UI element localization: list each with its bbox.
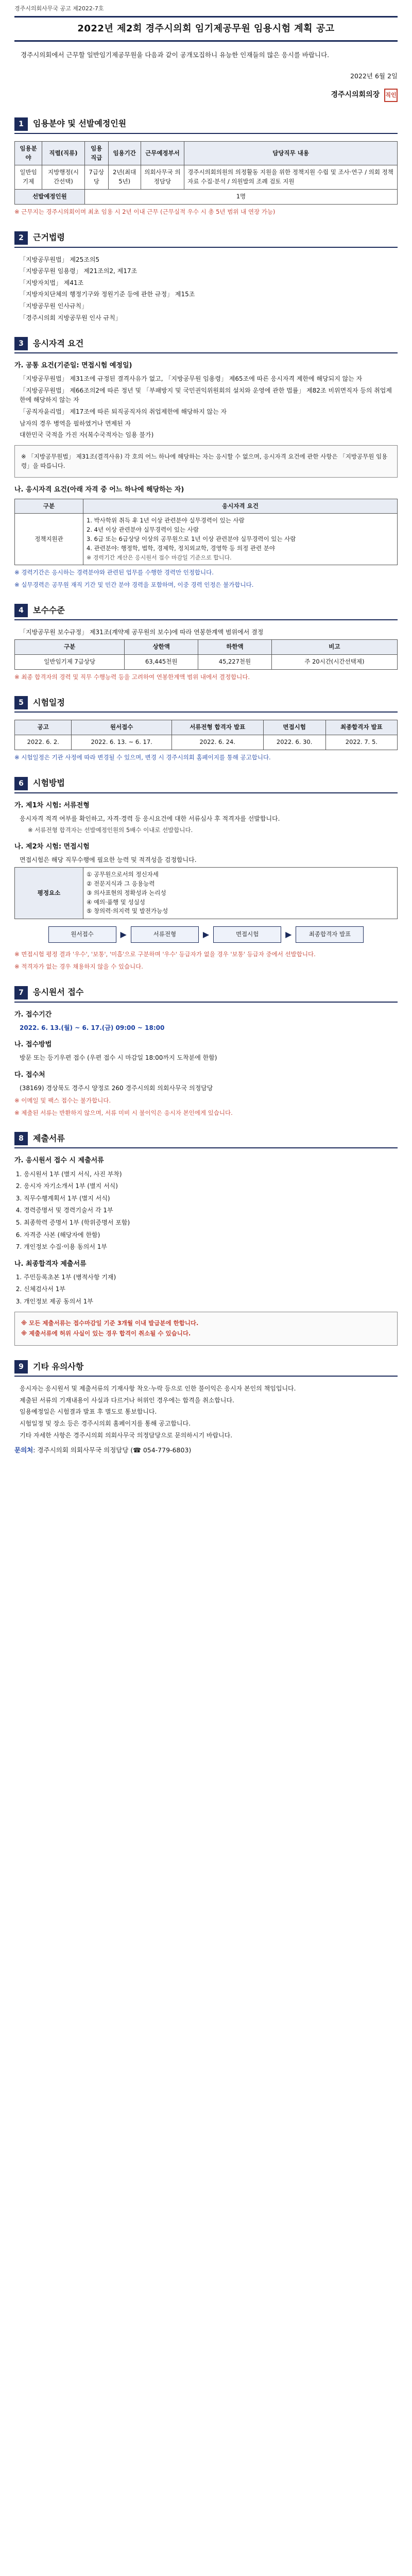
cell: 2022. 6. 13. ~ 6. 17.: [72, 735, 171, 750]
row-label: 정책지원관: [15, 514, 83, 565]
section-note: ※ 최종 합격자의 경력 및 직무 수행능력 등을 고려하여 연봉한계액 범위 내에서 결정합니다.: [14, 673, 250, 681]
caution-item: 응시자는 응시원서 및 제출서류의 기재사항 착오·누락 등으로 인한 불이익은 응시자 본인의 책임입니다.: [20, 1385, 296, 1393]
section-6-header: [14, 777, 398, 793]
first-exam-head: 가. 제1차 시험: 서류전형: [14, 801, 90, 809]
list-item: 1. 응시원서 1부 (별지 서식, 사진 부착): [24, 1170, 398, 1179]
cell: 일반임기제 7급상당: [15, 654, 125, 669]
list-item: 4. 경력증명서 및 경력기술서 각 1부: [24, 1206, 398, 1215]
section-number: 7: [14, 986, 28, 999]
schedule-table: [14, 720, 398, 750]
org-name: 경주시의회의장: [331, 90, 380, 99]
section-8-header: [14, 1132, 398, 1148]
second-exam-desc: 면접시험은 해당 직무수행에 필요한 능력 및 적격성을 검정합니다.: [20, 856, 197, 864]
list-item: 2. 신체검사서 1부: [24, 1284, 398, 1294]
cell-field: 일반임기제: [15, 165, 42, 190]
first-exam-note: ※ 서류전형 합격자는 선발예정인원의 5배수 이내로 선발합니다.: [28, 826, 193, 834]
criteria-item: ④ 예의·품행 및 성실성: [87, 898, 145, 906]
criteria-item: ③ 의사표현의 정확성과 논리성: [87, 889, 166, 896]
requirement-note: ※ 경력기간 계산은 응시원서 접수 마감일 기준으로 합니다.: [87, 554, 232, 561]
section-3-header: [14, 337, 398, 353]
cell: 2022. 6. 30.: [263, 735, 325, 750]
col-header: 담당직무 내용: [184, 141, 398, 165]
law-item: 「지방자치단체의 행정기구와 정원기준 등에 관한 규정」 제15조: [20, 291, 195, 298]
section-note: ※ 적격자가 없는 경우 채용하지 않을 수 있습니다.: [14, 962, 143, 970]
flow-step: 서류전형: [131, 926, 199, 943]
recruitment-table: [14, 141, 398, 205]
method-value: 방문 또는 등기우편 접수 (우편 접수 시 마감일 18:00까지 도착분에 한함): [20, 1054, 217, 1062]
law-item: 「지방자치법」 제41조: [20, 279, 84, 286]
col-header: 공고: [15, 720, 72, 735]
law-item: 「지방공무원 임용령」 제21조의2, 제17조: [20, 267, 138, 275]
table-row: [15, 165, 398, 190]
requirement-line: 2. 4년 이상 관련분야 실무경력이 있는 사람: [87, 526, 199, 534]
intro-text: 경주시의회에서 근무할 일반임기제공무원을 다음과 같이 공개모집하니 유능한 인재들의 많은 응시를 바랍니다.: [21, 50, 330, 59]
col-header: 상한액: [125, 639, 198, 654]
requirements-table: [14, 499, 398, 565]
section-note: ※ 경력기간은 응시하는 경력분야와 관련된 업무를 수행한 경력만 인정합니다.: [14, 568, 214, 576]
criteria-cell: [83, 868, 398, 919]
list-item: 2. 응시자 자기소개서 1부 (별지 서식): [24, 1181, 398, 1191]
section-4-header: [14, 604, 398, 620]
col-header: 원서접수: [72, 720, 171, 735]
criteria-item: ① 공무원으로서의 정신자세: [87, 871, 159, 878]
list-item: 5. 최종학력 증명서 1부 (학위증명서 포함): [24, 1218, 398, 1228]
col-header: 구분: [15, 639, 125, 654]
official-seal-icon: 직인: [384, 89, 398, 102]
section-number: 9: [14, 1360, 28, 1374]
col-header: 하한액: [198, 639, 272, 654]
section-note: ※ 면접시험 평정 결과 '우수', '보통', '미흡'으로 구분하며 '우수' 등급자가 없을 경우 '보통' 등급자 중에서 선발합니다.: [14, 950, 316, 958]
first-exam-desc: 응시자격 적격 여부를 확인하고, 자격·경력 등 응시요건에 대한 서류심사 후 적격자를 선발합니다.: [20, 815, 280, 822]
col-header: 응시자격 요건: [83, 499, 398, 514]
table-header-row: [15, 720, 398, 735]
caution-item: 기타 자세한 사항은 경주시의회 의회사무국 의정담당으로 문의하시기 바랍니다.: [20, 1431, 233, 1439]
section-title: 임용분야 및 선발예정인원: [33, 118, 127, 129]
cell: 2022. 6. 2.: [15, 735, 72, 750]
salary-desc: 「지방공무원 보수규정」 제31조(계약제 공무원의 보수)에 따라 연봉한계액 범위에서 결정: [20, 629, 264, 636]
flow-step: 원서접수: [48, 926, 116, 943]
law-item: 「지방공무원 인사규칙」: [20, 302, 88, 310]
section-title: 응시원서 접수: [33, 987, 84, 997]
list-item: 1. 주민등록초본 1부 (병적사항 기재): [24, 1273, 398, 1282]
criteria-item: ② 전문지식과 그 응용능력: [87, 879, 155, 887]
criteria-label: 평정요소: [15, 868, 83, 919]
cell: 45,227천원: [198, 654, 272, 669]
arrow-right-icon: ▶: [202, 929, 210, 939]
second-exam-head: 나. 제2차 시험: 면접시험: [14, 843, 90, 851]
caution-item: 제출된 서류의 기재내용이 사실과 다르거나 허위인 경우에는 합격을 취소합니다.: [20, 1396, 234, 1404]
col-header: 비고: [271, 639, 397, 654]
cell-period: 2년(최대5년): [108, 165, 141, 190]
list-item: 3. 개인정보 제공 동의서 1부: [24, 1297, 398, 1307]
section-number: 2: [14, 231, 28, 245]
apply-docs-head: 가. 응시원서 접수 시 제출서류: [14, 1157, 104, 1165]
table-header-row: [15, 499, 398, 514]
docs-note: ※ 모든 제출서류는 접수마감일 기준 3개월 이내 발급분에 한합니다.: [21, 1319, 199, 1327]
col-header: 근무예정부서: [141, 141, 184, 165]
requirement-item: 남자의 경우 병역을 필하였거나 면제된 자: [20, 419, 131, 427]
table-row: [15, 514, 398, 565]
col-header: 서류전형 합격자 발표: [171, 720, 263, 735]
section-title: 근거법령: [33, 232, 65, 243]
section-title: 제출서류: [33, 1133, 65, 1143]
requirements-cell: [83, 514, 398, 565]
caution-item: 임용예정일은 시험결과 발표 후 별도로 통보합니다.: [20, 1408, 157, 1416]
period-head: 가. 접수기간: [14, 1010, 52, 1019]
table-header-row: [15, 639, 398, 654]
requirement-item: 「지방공무원법」 제66조의2에 따른 정년 및 「부패방지 및 국민권익위원회의 설치와 운영에 관한 법률」 제82조 비위면직자 등의 취업제한에 해당하지 않는 자: [20, 386, 392, 404]
document-title: 2022년 제2회 경주시의회 임기제공무원 임용시험 계획 공고: [14, 16, 398, 42]
col-header: 최종합격자 발표: [325, 720, 397, 735]
list-item: 6. 자격증 사본 (해당자에 한함): [24, 1230, 398, 1240]
section-number: 8: [14, 1132, 28, 1145]
salary-table: [14, 639, 398, 670]
table-row: [15, 735, 398, 750]
cell-dept: 의회사무국 의정담당: [141, 165, 184, 190]
col-header: 면접시험: [263, 720, 325, 735]
cell: 2022. 6. 24.: [171, 735, 263, 750]
docs-note-box: [14, 1312, 398, 1346]
section-title: 시험일정: [33, 697, 65, 707]
requirement-item: 대한민국 국적을 가진 자(복수국적자는 임용 불가): [20, 431, 154, 439]
list-item: 3. 직무수행계획서 1부 (별지 서식): [24, 1194, 398, 1204]
section-number: 3: [14, 337, 28, 350]
issuing-org: [14, 89, 398, 102]
common-requirements-head: 가. 공통 요건(기준일: 면접시험 예정일): [14, 362, 132, 370]
notice-date: 2022년 6월 2일: [350, 72, 398, 80]
table-row: [15, 189, 398, 204]
apply-docs-list: [14, 1170, 398, 1252]
headcount-value: 1명: [84, 189, 397, 204]
table-row: [15, 868, 398, 919]
caution-item: 시험일정 및 장소 등은 경주시의회 홈페이지를 통해 공고합니다.: [20, 1420, 191, 1428]
section-1-header: [14, 117, 398, 134]
place-value: (38169) 경상북도 경주시 양정로 260 경주시의회 의회사무국 의정담당: [20, 1084, 213, 1092]
requirement-item: 「공직자윤리법」 제17조에 따른 퇴직공직자의 취업제한에 해당하지 않는 자: [20, 408, 227, 416]
section-note: ※ 근무지는 경주시의회이며 최초 임용 시 2년 이내 근무 (근무실적 우수 시 총 5년 범위 내 연장 가능): [14, 208, 276, 215]
law-item: 「경주시의회 지방공무원 인사 규칙」: [20, 314, 122, 321]
section-note: ※ 시험일정은 기관 사정에 따라 변경될 수 있으며, 변경 시 경주시의회 홈페이지를 통해 공고합니다.: [14, 753, 271, 761]
place-head: 다. 접수처: [14, 1071, 45, 1079]
cell: 63,445천원: [125, 654, 198, 669]
contact-line: 문의처: 경주시의회 의회사무국 의정담당 (☎ 054-779-6803): [14, 1446, 192, 1454]
section-number: 6: [14, 777, 28, 790]
contact-value: 경주시의회 의회사무국 의정담당 (☎ 054-779-6803): [37, 1446, 192, 1454]
specific-requirements-head: 나. 응시자격 요건(아래 자격 중 어느 하나에 해당하는 자): [14, 486, 184, 494]
section-title: 응시자격 요건: [33, 338, 84, 348]
requirement-line: 3. 6급 또는 6급상당 이상의 공무원으로 1년 이상 관련분야 실무경력이 있는 사람: [87, 535, 296, 543]
flow-step: 최종합격자 발표: [296, 926, 364, 943]
requirement-line: 1. 박사학위 취득 후 1년 이상 관련분야 실무경력이 있는 사람: [87, 517, 245, 524]
arrow-right-icon: ▶: [285, 929, 292, 939]
headcount-label: 선발예정인원: [15, 189, 85, 204]
col-header: 임용직급: [84, 141, 108, 165]
list-item: 7. 개인정보 수집·이용 동의서 1부: [24, 1242, 398, 1252]
cell-grade: 7급상당: [84, 165, 108, 190]
cell: 2022. 7. 5.: [325, 735, 397, 750]
col-header: 임용분야: [15, 141, 42, 165]
cell: 주 20시간(시간선택제): [271, 654, 397, 669]
section-7-header: [14, 986, 398, 1003]
law-item: 「지방공무원법」 제25조의5: [20, 256, 100, 263]
common-note: ※ 「지방공무원법」 제31조(결격사유) 각 호의 어느 하나에 해당하는 자는 응시할 수 없으며, 응시자격 요건에 관한 사항은 「지방공무원 임용령」을 따릅니다.: [21, 452, 388, 469]
section-note: ※ 이메일 및 팩스 접수는 불가합니다.: [14, 1096, 111, 1104]
section-2-header: [14, 231, 398, 248]
section-number: 5: [14, 696, 28, 709]
contact-label: 문의처: [14, 1446, 33, 1454]
cell-series: 지방행정(시간선택): [42, 165, 85, 190]
table-row: [15, 654, 398, 669]
criteria-item: ⑤ 창의력·의지력 및 발전가능성: [87, 907, 168, 915]
section-note: ※ 실무경력은 공무원 재직 기간 및 민간 분야 경력을 포함하며, 이중 경력 인정은 불가합니다.: [14, 581, 254, 588]
criteria-table: [14, 867, 398, 919]
section-title: 보수수준: [33, 605, 65, 615]
col-header: 구분: [15, 499, 83, 514]
requirement-line: 4. 관련분야: 행정학, 법학, 경제학, 정치외교학, 경영학 등 의정 관련 분야: [87, 544, 275, 552]
section-title: 시험방법: [33, 778, 65, 788]
col-header: 직렬(직류): [42, 141, 85, 165]
section-title: 기타 유의사항: [33, 1361, 84, 1371]
final-docs-head: 나. 최종합격자 제출서류: [14, 1260, 87, 1268]
cell-duty: 경주시의회의원의 의정활동 지원을 위한 정책지원 수립 및 조사·연구 / 의회 정책자료 수집·분석 / 의원발의 조례 검토 지원: [184, 165, 398, 190]
section-note: ※ 제출된 서류는 반환하지 않으며, 서류 미비 시 불이익은 응시자 본인에게 있습니다.: [14, 1109, 233, 1116]
final-docs-list: [14, 1273, 398, 1307]
requirement-item: 「지방공무원법」 제31조에 규정된 결격사유가 없고, 「지방공무원 임용령」 제65조에 따른 응시자격 제한에 해당되지 않는 자: [20, 375, 363, 383]
flow-step: 면접시험: [213, 926, 281, 943]
method-head: 나. 접수방법: [14, 1041, 52, 1049]
docs-note: ※ 제출서류에 허위 사실이 있는 경우 합격이 취소될 수 있습니다.: [21, 1330, 191, 1337]
notice-number: 경주시의회사무국 공고 제2022-7호: [14, 5, 104, 12]
section-5-header: [14, 696, 398, 713]
section-number: 1: [14, 117, 28, 131]
section-9-header: [14, 1360, 398, 1377]
section-number: 4: [14, 604, 28, 617]
table-header-row: [15, 141, 398, 165]
common-note-box: [14, 445, 398, 478]
col-header: 임용기간: [108, 141, 141, 165]
period-value: 2022. 6. 13.(월) ~ 6. 17.(금) 09:00 ~ 18:00: [20, 1024, 165, 1031]
exam-flow: [14, 926, 398, 943]
arrow-right-icon: ▶: [120, 929, 127, 939]
